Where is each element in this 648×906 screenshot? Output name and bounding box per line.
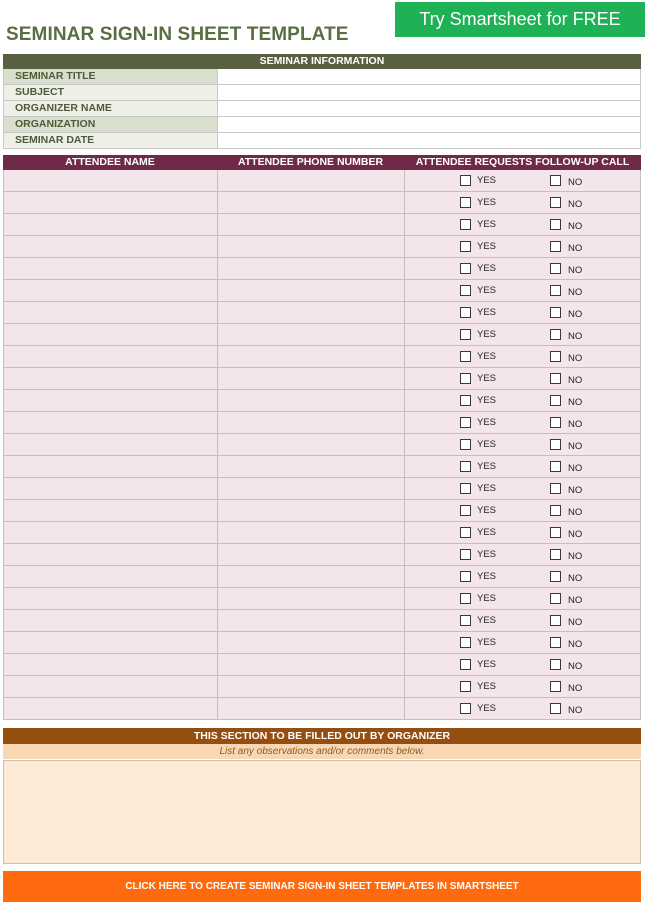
yes-checkbox[interactable] (460, 197, 471, 208)
follow-up-cell (404, 214, 641, 235)
no-label: NO (568, 485, 583, 496)
attendee-phone-cell[interactable] (217, 170, 404, 191)
follow-up-cell (404, 390, 641, 411)
attendee-name-cell[interactable] (3, 610, 217, 631)
follow-up-cell (404, 632, 641, 653)
attendee-name-cell[interactable] (3, 302, 217, 323)
no-checkbox[interactable] (550, 307, 561, 318)
follow-up-cell (404, 434, 641, 455)
follow-up-cell (404, 192, 641, 213)
follow-up-cell (404, 280, 641, 301)
follow-up-cell (404, 456, 641, 477)
no-label: NO (568, 463, 583, 474)
attendee-phone-cell[interactable] (217, 302, 404, 323)
info-label: ORGANIZER NAME (3, 101, 217, 116)
seminar-info-header: SEMINAR INFORMATION (3, 54, 641, 69)
organizer-section-header: THIS SECTION TO BE FILLED OUT BY ORGANIZER (3, 728, 641, 744)
yes-label: YES (477, 329, 497, 340)
yes-label: YES (477, 197, 497, 208)
no-checkbox[interactable] (550, 439, 561, 450)
no-checkbox[interactable] (550, 571, 561, 582)
table-row (3, 632, 641, 654)
attendee-name-cell[interactable] (3, 324, 217, 345)
no-label: NO (568, 375, 583, 386)
yes-label: YES (477, 439, 497, 450)
attendee-name-cell[interactable] (3, 236, 217, 257)
no-label: NO (568, 573, 583, 584)
table-row (3, 170, 641, 192)
attendee-phone-cell[interactable] (217, 698, 404, 719)
yes-checkbox[interactable] (460, 593, 471, 604)
yes-checkbox[interactable] (460, 483, 471, 494)
follow-up-cell (404, 368, 641, 389)
table-row (3, 258, 641, 280)
attendee-name-cell[interactable] (3, 654, 217, 675)
attendee-phone-cell[interactable] (217, 676, 404, 697)
table-row (3, 478, 641, 500)
yes-label: YES (477, 505, 497, 516)
yes-checkbox[interactable] (460, 241, 471, 252)
yes-checkbox[interactable] (460, 285, 471, 296)
yes-checkbox[interactable] (460, 505, 471, 516)
attendee-name-cell[interactable] (3, 676, 217, 697)
yes-label: YES (477, 549, 497, 560)
attendee-name-cell[interactable] (3, 588, 217, 609)
yes-checkbox[interactable] (460, 329, 471, 340)
no-checkbox[interactable] (550, 483, 561, 494)
attendee-table-body (3, 170, 641, 720)
table-row (3, 434, 641, 456)
no-label: NO (568, 595, 583, 606)
no-checkbox[interactable] (550, 395, 561, 406)
no-checkbox[interactable] (550, 703, 561, 714)
attendee-name-cell[interactable] (3, 522, 217, 543)
attendee-phone-cell[interactable] (217, 654, 404, 675)
table-row (3, 698, 641, 720)
attendee-name-cell[interactable] (3, 500, 217, 521)
info-row-seminar-date (3, 133, 641, 149)
attendee-phone-cell[interactable] (217, 412, 404, 433)
attendee-phone-cell[interactable] (217, 258, 404, 279)
no-checkbox[interactable] (550, 417, 561, 428)
table-row (3, 214, 641, 236)
table-row (3, 302, 641, 324)
attendee-phone-cell[interactable] (217, 478, 404, 499)
yes-checkbox[interactable] (460, 527, 471, 538)
no-checkbox[interactable] (550, 263, 561, 274)
attendee-phone-cell[interactable] (217, 236, 404, 257)
table-row (3, 236, 641, 258)
table-row (3, 610, 641, 632)
table-row (3, 676, 641, 698)
attendee-name-cell[interactable] (3, 566, 217, 587)
yes-checkbox[interactable] (460, 351, 471, 362)
no-label: NO (568, 309, 583, 320)
attendee-phone-cell[interactable] (217, 434, 404, 455)
table-row (3, 456, 641, 478)
table-row (3, 324, 641, 346)
yes-label: YES (477, 285, 497, 296)
attendee-phone-cell[interactable] (217, 522, 404, 543)
info-label: SEMINAR TITLE (3, 69, 217, 84)
follow-up-cell (404, 170, 641, 191)
attendee-name-cell[interactable] (3, 434, 217, 455)
yes-label: YES (477, 637, 497, 648)
yes-label: YES (477, 241, 497, 252)
yes-checkbox[interactable] (460, 263, 471, 274)
yes-checkbox[interactable] (460, 659, 471, 670)
no-label: NO (568, 441, 583, 452)
no-checkbox[interactable] (550, 197, 561, 208)
attendee-name-column-header: ATTENDEE NAME (65, 156, 155, 168)
attendee-phone-cell[interactable] (217, 368, 404, 389)
info-row-organization (3, 117, 641, 133)
no-label: NO (568, 661, 583, 672)
attendee-phone-cell[interactable] (217, 588, 404, 609)
info-row-organizer-name (3, 101, 641, 117)
yes-checkbox[interactable] (460, 549, 471, 560)
attendee-name-cell[interactable] (3, 192, 217, 213)
yes-label: YES (477, 307, 497, 318)
no-label: NO (568, 353, 583, 364)
yes-checkbox[interactable] (460, 395, 471, 406)
table-row (3, 654, 641, 676)
seminar-title-field[interactable] (217, 69, 641, 84)
follow-up-cell (404, 610, 641, 631)
yes-label: YES (477, 263, 497, 274)
info-label: SUBJECT (3, 85, 217, 100)
no-checkbox[interactable] (550, 219, 561, 230)
attendee-phone-cell[interactable] (217, 610, 404, 631)
yes-label: YES (477, 373, 497, 384)
no-checkbox[interactable] (550, 461, 561, 472)
follow-up-cell (404, 566, 641, 587)
yes-checkbox[interactable] (460, 681, 471, 692)
no-label: NO (568, 177, 583, 188)
organizer-section-note: List any observations and/or comments below. (3, 744, 641, 759)
attendee-phone-cell[interactable] (217, 566, 404, 587)
no-checkbox[interactable] (550, 681, 561, 692)
yes-label: YES (477, 659, 497, 670)
follow-up-cell (404, 654, 641, 675)
yes-label: YES (477, 461, 497, 472)
attendee-phone-cell[interactable] (217, 214, 404, 235)
attendee-phone-column-header: ATTENDEE PHONE NUMBER (237, 156, 384, 168)
create-template-cta-button[interactable]: CLICK HERE TO CREATE SEMINAR SIGN-IN SHEET TEMPLATES IN SMARTSHEET (3, 871, 641, 902)
table-row (3, 544, 641, 566)
subject-field[interactable] (217, 85, 641, 100)
follow-up-cell (404, 500, 641, 521)
no-checkbox[interactable] (550, 373, 561, 384)
no-checkbox[interactable] (550, 505, 561, 516)
table-row (3, 280, 641, 302)
follow-up-cell (404, 346, 641, 367)
attendee-table-header (3, 155, 641, 170)
no-label: NO (568, 397, 583, 408)
yes-checkbox[interactable] (460, 439, 471, 450)
follow-up-cell (404, 302, 641, 323)
no-checkbox[interactable] (550, 241, 561, 252)
yes-checkbox[interactable] (460, 703, 471, 714)
table-row (3, 566, 641, 588)
attendee-phone-cell[interactable] (217, 456, 404, 477)
page-title: SEMINAR SIGN-IN SHEET TEMPLATE (6, 24, 349, 45)
yes-label: YES (477, 483, 497, 494)
attendee-name-cell[interactable] (3, 698, 217, 719)
attendee-phone-cell[interactable] (217, 192, 404, 213)
attendee-phone-cell[interactable] (217, 500, 404, 521)
follow-up-cell (404, 588, 641, 609)
yes-checkbox[interactable] (460, 461, 471, 472)
info-row-seminar-title (3, 69, 641, 85)
table-row (3, 500, 641, 522)
yes-checkbox[interactable] (460, 637, 471, 648)
no-label: NO (568, 529, 583, 540)
no-label: NO (568, 287, 583, 298)
no-label: NO (568, 639, 583, 650)
follow-up-cell (404, 544, 641, 565)
yes-label: YES (477, 681, 497, 692)
no-label: NO (568, 551, 583, 562)
yes-label: YES (477, 351, 497, 362)
attendee-phone-cell[interactable] (217, 324, 404, 345)
no-label: NO (568, 617, 583, 628)
attendee-name-cell[interactable] (3, 390, 217, 411)
attendee-name-cell[interactable] (3, 456, 217, 477)
attendee-name-cell[interactable] (3, 170, 217, 191)
yes-checkbox[interactable] (460, 615, 471, 626)
yes-label: YES (477, 703, 497, 714)
yes-label: YES (477, 219, 497, 230)
no-checkbox[interactable] (550, 351, 561, 362)
yes-label: YES (477, 395, 497, 406)
follow-up-cell (404, 478, 641, 499)
no-label: NO (568, 419, 583, 430)
no-label: NO (568, 243, 583, 254)
yes-label: YES (477, 527, 497, 538)
info-row-subject (3, 85, 641, 101)
info-label: ORGANIZATION (3, 117, 217, 132)
no-checkbox[interactable] (550, 549, 561, 560)
no-label: NO (568, 221, 583, 232)
follow-up-cell (404, 676, 641, 697)
organizer-name-field[interactable] (217, 101, 641, 116)
yes-checkbox[interactable] (460, 571, 471, 582)
organizer-comments-area[interactable] (3, 760, 641, 864)
follow-up-cell (404, 324, 641, 345)
yes-label: YES (477, 175, 497, 186)
attendee-phone-cell[interactable] (217, 390, 404, 411)
no-label: NO (568, 331, 583, 342)
yes-checkbox[interactable] (460, 219, 471, 230)
yes-label: YES (477, 615, 497, 626)
no-label: NO (568, 683, 583, 694)
no-checkbox[interactable] (550, 329, 561, 340)
info-label: SEMINAR DATE (3, 133, 217, 148)
attendee-name-cell[interactable] (3, 214, 217, 235)
follow-up-cell (404, 522, 641, 543)
no-checkbox[interactable] (550, 637, 561, 648)
no-checkbox[interactable] (550, 659, 561, 670)
attendee-name-cell[interactable] (3, 632, 217, 653)
no-checkbox[interactable] (550, 175, 561, 186)
attendee-name-cell[interactable] (3, 412, 217, 433)
table-row (3, 412, 641, 434)
no-checkbox[interactable] (550, 615, 561, 626)
organization-field[interactable] (217, 117, 641, 132)
attendee-phone-cell[interactable] (217, 544, 404, 565)
table-row (3, 390, 641, 412)
attendee-name-cell[interactable] (3, 544, 217, 565)
table-row (3, 192, 641, 214)
yes-checkbox[interactable] (460, 373, 471, 384)
yes-label: YES (477, 571, 497, 582)
follow-up-cell (404, 258, 641, 279)
attendee-phone-cell[interactable] (217, 280, 404, 301)
attendee-name-cell[interactable] (3, 368, 217, 389)
attendee-name-cell[interactable] (3, 280, 217, 301)
no-checkbox[interactable] (550, 527, 561, 538)
follow-up-cell (404, 236, 641, 257)
no-label: NO (568, 265, 583, 276)
no-label: NO (568, 199, 583, 210)
attendee-name-cell[interactable] (3, 478, 217, 499)
attendee-name-cell[interactable] (3, 258, 217, 279)
yes-label: YES (477, 593, 497, 604)
follow-up-cell (404, 412, 641, 433)
follow-up-column-header: ATTENDEE REQUESTS FOLLOW-UP CALL (415, 156, 630, 168)
attendee-phone-cell[interactable] (217, 346, 404, 367)
yes-checkbox[interactable] (460, 417, 471, 428)
no-checkbox[interactable] (550, 285, 561, 296)
seminar-info-table (3, 69, 641, 149)
attendee-name-cell[interactable] (3, 346, 217, 367)
yes-checkbox[interactable] (460, 307, 471, 318)
follow-up-cell (404, 698, 641, 719)
table-row (3, 368, 641, 390)
no-label: NO (568, 705, 583, 716)
attendee-phone-cell[interactable] (217, 632, 404, 653)
table-row (3, 346, 641, 368)
seminar-date-field[interactable] (217, 133, 641, 148)
yes-checkbox[interactable] (460, 175, 471, 186)
table-row (3, 588, 641, 610)
no-checkbox[interactable] (550, 593, 561, 604)
table-row (3, 522, 641, 544)
yes-label: YES (477, 417, 497, 428)
no-label: NO (568, 507, 583, 518)
try-smartsheet-button[interactable]: Try Smartsheet for FREE (395, 2, 645, 37)
